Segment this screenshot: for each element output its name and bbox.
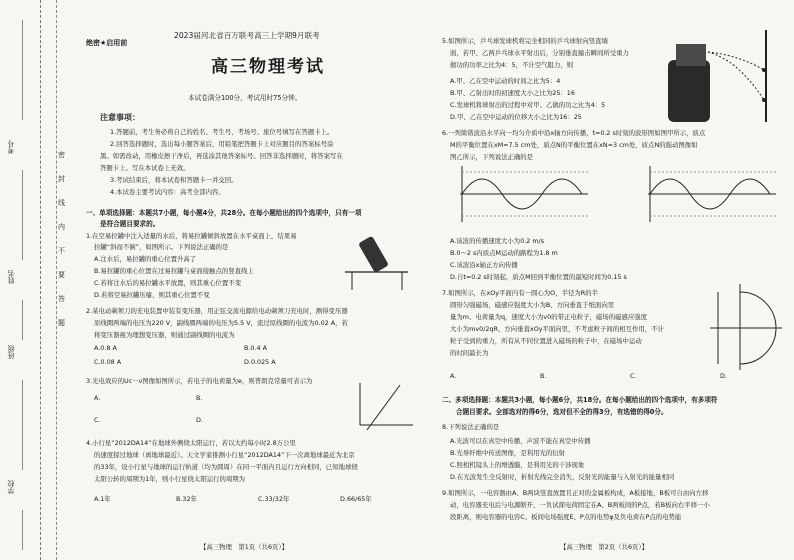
q5-option-b: B.甲、乙射出时的初速度大小之比为25：16 <box>450 89 575 97</box>
q3-option-b: B. <box>196 394 203 402</box>
seal-char: 密 <box>58 151 65 159</box>
fill-line <box>22 300 23 340</box>
q2-option-d: D.0.025 A <box>244 358 276 366</box>
q8-option-b: B.光导纤维中传送图像，是利用光的衍射 <box>450 449 566 457</box>
photoelectric-graph <box>345 380 415 432</box>
q1-option-b: B.易拉罐的重心位置在过易拉罐与桌面接触点的竖直线上 <box>94 267 254 275</box>
page-footer-left: 【高三物理 第1页（共6页）】 <box>200 543 289 551</box>
binding-spine <box>0 0 41 560</box>
wave-graph-a <box>452 164 592 226</box>
q1-option-d: D.若将空易拉罐压瘪，则其重心位置不变 <box>94 291 210 299</box>
q6-stem: M的平衡位置在xM=7.5 cm处，质点N的平衡位置在xN=3 cm处，质点N的振动图像如 <box>450 141 698 149</box>
q7-option-b: B. <box>540 372 547 380</box>
q2-option-b: B.0.4 A <box>244 344 267 352</box>
exam-header: 2023届河北省百万联考高三上学期9月联考 <box>174 31 320 40</box>
q6-option-d: D.自t=0.2 s时刻起，质点M回到平衡位置的最短时间为0.15 s <box>450 273 627 281</box>
section1-title-cont: 是符合题目要求的。 <box>100 220 160 228</box>
q7-stem: 量为m、电荷量为q，速度大小为v0的带正电粒子，磁场的磁感应强度 <box>450 313 648 321</box>
school-label: 学校 <box>7 480 15 494</box>
magnetic-field-figure <box>700 282 784 374</box>
seal-char: 题 <box>58 319 65 327</box>
q4-stem: 的33年，设小行星与地球的运行轨道（均为圆周）在同一平面内且运行方向相同，已知地球绕 <box>94 463 358 471</box>
q6-stem: 6.一列简谐波沿水平向一均匀介质中沿x轴方向传播，t=0.2 s时刻的波形图如图甲所示，质点 <box>442 129 706 137</box>
class-label: 班级 <box>7 345 15 359</box>
exam-no-label: 考号 <box>7 140 15 154</box>
q4-stem: 4.小行星“2012DA14”在地球外侧绕太阳运行，若以大约每小时2.8万公里 <box>86 439 296 447</box>
notice-line: 4.本试卷主要考试内容：高考全部内容。 <box>110 188 225 196</box>
q1-stem: 1.在空易拉罐中注入适量的水后，将易拉罐倾斜放置在水平桌面上，结果易 <box>86 232 297 240</box>
notice-line: 2.回答选择题时，选出每小题答案后，用铅笔把答题卡上对应题目的答案标号涂 <box>110 140 334 148</box>
ball-launcher-figure <box>668 30 783 126</box>
q4-option-a: A.1年 <box>94 495 111 503</box>
q5-option-a: A.甲、乙在空中运动的时间之比为5：4 <box>450 77 561 85</box>
q1-stem: 拉罐“斜而不倒”，如图所示。下列说法正确的是 <box>94 243 229 251</box>
q5-stem: 面，若甲、乙两乒乓球水平射出后，分别垂直撞击瞬间所受重力 <box>450 49 629 57</box>
page-footer-right: 【高三物理 第2页（共6页）】 <box>560 543 649 551</box>
q2-stem: 原线圈两端的电压为220 V，副线圈两端的电压为5.5 V，流过原线圈的电流为0.02 A，若 <box>94 319 348 327</box>
q2-option-a: A.0.8 A <box>94 344 117 352</box>
page-title: 高三物理考试 <box>211 57 325 77</box>
q6-option-a: A.该波的传播速度大小为0.2 m/s <box>450 237 545 245</box>
name-label: 姓名 <box>7 270 15 284</box>
q8-stem: 8.下列说法正确的是 <box>442 423 500 431</box>
q4-option-c: C.33/32年 <box>258 495 290 503</box>
q3-option-a: A. <box>94 394 101 402</box>
q2-stem: 2.某电动剃须刀的充电装置中装有变压器，用正弦交流电源给电动剃须刀充电时，测得变压器 <box>86 307 348 315</box>
q8-option-a: A.光波可以在真空中传播，声波不能在真空中传播 <box>450 437 591 445</box>
q1-option-a: A.注水后，易拉罐的重心位置升高了 <box>94 255 197 263</box>
q7-stem: 7.如图所示，在xOy平面内有一圆心为O，半径为R的半 <box>442 289 598 297</box>
fill-line <box>22 170 23 260</box>
seal-char: 线 <box>58 199 65 207</box>
q3-option-d: D. <box>196 416 203 424</box>
q5-option-c: C.发球机将球射出的过程中对甲、乙做的功之比为4：5 <box>450 101 606 109</box>
seal-char: 内 <box>58 223 65 231</box>
q8-option-c: C.照相机镜头上的增透膜，是利用光的干涉现象 <box>450 461 585 469</box>
q9-stem: 9.如图所示，一电容器由A、B两块竖直放置且正对的金属板构成，A板接地，B板可自由向左移 <box>442 489 709 497</box>
notice-line: 答题卡上。写在本试卷上无效。 <box>100 164 190 172</box>
can-figure <box>340 232 410 292</box>
q1-option-c: C.若将注水后的易拉罐水平放置，则其重心位置不变 <box>94 279 242 287</box>
section2-title-cont: 合题目要求。全部选对的得6分，选对但不全的得3分，有选错的得0分。 <box>456 408 668 416</box>
q5-stem: 做功的功率之比为4：5，不计空气阻力，则 <box>450 61 574 69</box>
q7-option-a: A. <box>450 372 457 380</box>
section1-title: 一、单项选择题：本题共7小题，每小题4分，共28分。在每小题给出的四个选项中，只有一项 <box>86 209 362 217</box>
notice-line: 3.考试结束后，将本试卷和答题卡一并交回。 <box>110 176 238 184</box>
q5-stem: 5.如图所示，乒乓球发球机将完全相同的乒乓球射向竖直墙 <box>442 37 608 45</box>
score-note: 本试卷满分100分，考试用时75分钟。 <box>188 94 302 102</box>
q4-option-b: B.32年 <box>176 495 197 503</box>
q9-stem: 动，电容器充电后与电源断开，一负试探电荷固定在A、B两板间的P点，若B板向右平移一小 <box>450 501 710 509</box>
q3-option-c: C. <box>94 416 101 424</box>
q9-stem: 段距离，则电容器的电容C、板间电场强度E、P点的电势φ及负电荷在P点的电势能 <box>450 513 682 521</box>
q2-stem: 将变压器视为理想变压器，则通过副线圈的电流为 <box>94 331 235 339</box>
q7-option-c: C. <box>630 372 637 380</box>
q4-stem: 太阳公转的周期为1年，则小行星绕太阳运行的周期为 <box>94 475 246 483</box>
q2-option-c: C.0.08 A <box>94 358 122 366</box>
q6-stem: 图乙所示，下列说法正确的是 <box>450 153 534 161</box>
q4-stem: 的速度掠过地球（离地球最近）。天文学家推测小行星“2012DA14”下一次离地球最近为北京 <box>94 451 355 459</box>
q6-option-c: C.该波沿x轴正方向传播 <box>450 261 518 269</box>
q7-stem: 的时间最长为 <box>450 349 489 357</box>
q3-stem: 3.光电效应的Uc－ν图像如图所示，若电子的电荷量为e，则普朗克常量可表示为 <box>86 377 313 385</box>
fill-line <box>22 510 23 550</box>
wave-graph-b <box>640 164 780 226</box>
q8-option-d: D.在光波发生全反射时，折射光线完全消失，反射光的能量与入射光的能量相同 <box>450 473 675 481</box>
q5-option-d: D.甲、乙在空中运动的位移大小之比为16：25 <box>450 113 582 121</box>
q7-stem: 粒子受到的重力，所有从不同位置进入磁场的粒子中，在磁场中运动 <box>450 337 642 345</box>
confidential-tag: 绝密★启用前 <box>86 39 128 47</box>
section2-title: 二、多项选择题：本题共3小题，每小题6分，共18分。在每小题给出的四个选项中，有多项符 <box>442 396 718 404</box>
seal-char: 答 <box>58 295 65 303</box>
notice-line: 1.答题前，考生务必将自己的姓名、考生号、考场号、座位号填写在答题卡上。 <box>110 128 334 136</box>
q7-stem: 大小为mv0/2qR，方向垂直xOy平面向里，不考虑粒子间的相互作用，不计 <box>450 325 664 333</box>
seal-line <box>56 0 58 560</box>
seal-char: 要 <box>58 271 65 279</box>
q4-option-d: D.66/65年 <box>340 495 372 503</box>
q6-option-b: B.0～2 s内质点M运动的路程为1.8 m <box>450 249 558 257</box>
notice-line: 黑。如需改动，用橡皮擦干净后，再选涂其他答案标号。回答非选择题时，将答案写在 <box>100 152 343 160</box>
fill-line <box>22 380 23 470</box>
seal-char: 不 <box>58 247 65 255</box>
q7-stem: 圆形匀强磁场，磁感应强度大小为B、方向垂直于纸面向里 <box>450 301 615 309</box>
fill-line <box>22 20 23 120</box>
q7-option-d: D. <box>720 372 727 380</box>
notice-title: 注意事项： <box>100 113 140 122</box>
seal-char: 封 <box>58 175 65 183</box>
